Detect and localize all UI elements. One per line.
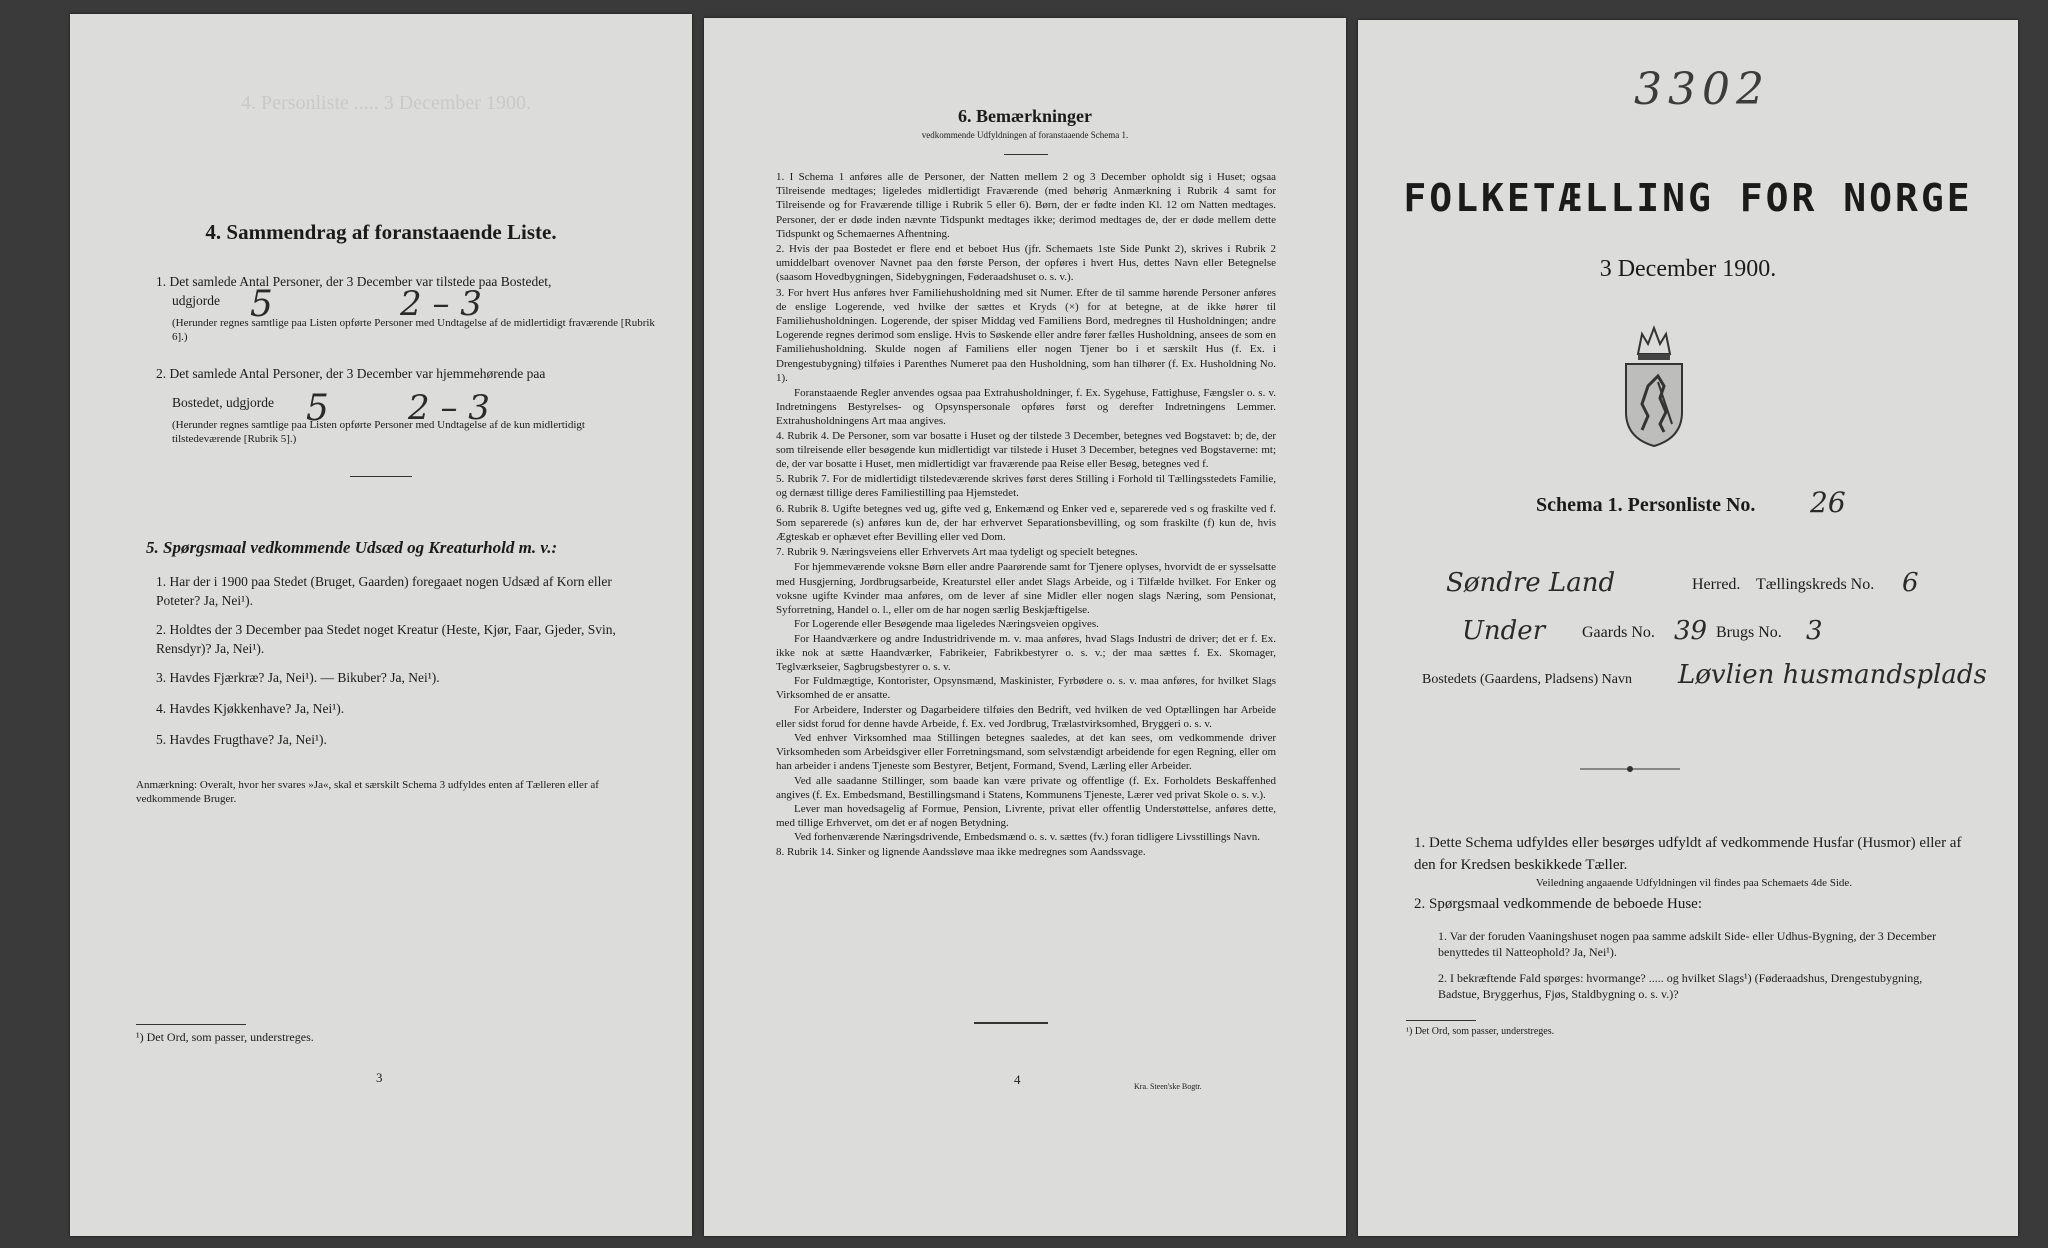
house-question-2: 2. I bekræftende Fald spørges: hvormange? ..... og hvilket Slags¹) (Føderaadshus, Drengestubygning, Badstue, Bryggerhus, Fjøs, Staldbygning o. s. v.)? xyxy=(1438,971,1923,1001)
printer-imprint: Kra. Steen'ske Bogtr. xyxy=(1134,1082,1202,1091)
note-3: 3. For hvert Hus anføres hver Familiehusholdning med sit Numer. Efter de til samme hørende Personer anføres de enslige Logerende, ved hvilke der sættes et Kryds (×) for at betegne, at de ikke hører til Familiehusholdningen. Logerende, der spiser Middag ved Familiens Bord, medregnes til Husholdningen; andre Logerende regnes derimod som enslige. Hvis to Søskende eller andre fører fælles Husholdning, ansees de som en Familiehusholdning. Skulde nogen af Familiens eller nogen Tjener bo i et særskilt Hus (f. Ex. i Drengestubygning) tilføies i Parenthes Numeret paa den Husholdning, som han tilhører (f. Ex. Husholdning No. 1). xyxy=(776,286,1276,384)
note-8: 8. Rubrik 14. Sinker og lignende Aandssløve maa ikke medregnes som Aandssvage. xyxy=(776,845,1146,858)
hw-split-present: 2 – 3 xyxy=(400,284,482,324)
kreds-label: Tællingskreds No. xyxy=(1756,576,1875,593)
note-7-g: Ved alle saadanne Stillinger, som baade kan være private og offentlige (f. Ex. Forholdets Beskaffenhed angives (f. Ex. Embedsmand, Bestillingsmand i Statens, Kommunens Tjeneste, Lærer ved privat Skole o. s. v.). xyxy=(776,774,1276,801)
hw-gaard-no: 39 xyxy=(1674,616,1708,646)
note-2: 2. Hvis der paa Bostedet er flere end et beboet Hus (jfr. Schemaets 1ste Side Punkt 2), skrives i Rubrik 2 umiddelbart ovenover Navnet paa den første Person, der opføres i hvert Hus, dettes Navn eller Betegnelse (saasom Hovedbygningen, Sidebygningen, Føderaadshuset o. s. v.). xyxy=(776,243,1276,284)
instruction-1-note: Veiledning angaaende Udfyldningen vil findes paa Schemaets 4de Side. xyxy=(1535,877,1853,889)
footnote: ¹) Det Ord, som passer, understreges. xyxy=(136,1030,314,1044)
item-2-text: 2. Det samlede Antal Personer, der 3 December var hjemmehørende paa xyxy=(156,366,546,381)
item-2-note: (Herunder regnes samtlige paa Listen opførte Personer med Undtagelse af de kun midlertidigt tilstedeværende [Rubrik 5].) xyxy=(172,419,585,445)
note-7-d: For Fuldmægtige, Kontorister, Opsynsmænd, Maskinister, Fyrbødere o. s. v. maa anføres, for hvilket Slags Virksomhed de er ansatte. xyxy=(776,675,1276,702)
schema-label: Schema 1. Personliste No. xyxy=(1536,494,1756,516)
note-7-i: Ved forhenværende Næringsdrivende, Embedsmænd o. s. v. sættes (fv.) foran tidligere Livsstillings Navn. xyxy=(794,831,1260,844)
item-1-text: 1. Det samlede Antal Personer, der 3 December var tilstede paa Bostedet, xyxy=(156,274,552,289)
question-3: 3. Havdes Fjærkræ? Ja, Nei¹). — Bikuber? Ja, Nei¹). xyxy=(156,670,440,685)
summary-item-2 xyxy=(156,364,656,446)
hw-bosted-name: Løvlien husmandsplads xyxy=(1678,660,1987,690)
page-number: 3 xyxy=(376,1070,383,1085)
page-4 xyxy=(704,18,1346,1236)
footnote: ¹) Det Ord, som passer, understreges. xyxy=(1406,1026,1555,1037)
note-7-f: Ved enhver Virksomhed maa Stillingen betegnes saaledes, at det kan sees, om vedkommende driver Virksomheden som Arbeidsgiver eller Forretningsmand, som selvstændigt arbeidende for egen Regning, eller om han arbeider i andens Tjeneste som Bestyrer, Betjent, Formand, Svend, Lærling eller Arbeider. xyxy=(776,731,1276,773)
bleed-through-header: 4. Personliste ..... 3 December 1900. xyxy=(241,92,531,114)
note-3-cont: Foranstaaende Regler anvendes ogsaa paa Extrahusholdninger, f. Ex. Sygehuse, Fattighuse, Fængsler o. s. v. Indretningens Bestyrelses- og Opsynspersonale opføres først og derefter Indretningens Lemmer. Extrahusholdningens Art maa angives. xyxy=(776,387,1276,428)
census-title: FOLKETÆLLING FOR NORGE xyxy=(1403,176,1973,220)
hw-kreds-no: 6 xyxy=(1902,568,1919,598)
note-7-c: For Haandværkere og andre Industridrivende m. v. maa anføres, hvad Slags Industri de driver; det er f. Ex. ikke nok at sætte Haandværker, Fabrikeier, Fabrikbestyrer o. s. v.; der maa sættes f. Ex. Skomager, Teglværkseier, Sagbrugsbestyrer o. s. v. xyxy=(776,632,1276,673)
note-6: 6. Rubrik 8. Ugifte betegnes ved ug, gifte ved g, Enkemænd og Enker ved e, separerede ved s og fraskilte ved f. Som separerede (s) anføres kun de, der har erhvervet Separationsbevilling, og som fraskilte (f) kun de, hvis Ægteskab er ophævet efter Bevilling eller ved Dom. xyxy=(776,502,1276,544)
question-5: 5. Havdes Frugthave? Ja, Nei¹). xyxy=(156,732,327,747)
end-rule xyxy=(974,1022,1048,1024)
hw-brugs-no: 3 xyxy=(1806,616,1823,646)
archive-number: 3302 xyxy=(1634,64,1770,115)
remark: Anmærkning: Overalt, hvor her svares »Ja«, skal et særskilt Schema 3 udfyldes enten af Tælleren eller af vedkommende Bruger. xyxy=(136,779,599,805)
note-7-b: For Logerende eller Besøgende maa ligeledes Næringsveien opgives. xyxy=(794,618,1099,631)
note-7-a: For hjemmeværende voksne Børn eller andre Paarørende samt for Tjenere oplyses, hvorvidt de er sysselsatte med Husgjerning, Jordbrugsarbeide, Kreaturstel eller andet Slags Arbeide, og i Tilfælde hvilket. For Enker og voksne ugifte Kvinder maa anføres, om de lever af sine Midler eller nogen slags Næring, som Pensionat, Syforretning, Handel o. l., eller om de har nogen særlig Beskjæftigelse. xyxy=(776,561,1276,617)
hw-herred: Søndre Land xyxy=(1446,568,1616,598)
page-3 xyxy=(70,14,692,1236)
title-rule xyxy=(1004,154,1048,155)
house-questions xyxy=(1438,928,1964,1002)
herred-label: Herred. xyxy=(1692,576,1741,593)
hw-person-list-no: 26 xyxy=(1810,486,1846,519)
instruction-1 xyxy=(1414,832,1974,890)
page-number: 4 xyxy=(1014,1072,1021,1087)
hw-total-resident: 5 xyxy=(306,388,329,429)
note-1: 1. I Schema 1 anføres alle de Personer, der Natten mellem 2 og 3 December opholdt sig i Huset; ogsaa Tilreisende medtages; ligeledes midlertidigt Fraværende (med behørig Anmærkning i Rubrik 4 samt for Tilreisende og for Fraværende tillige i Rubrik 5 eller 6). Børn, der er fødte inden Kl. 12 om Natten medtages. Personer, der er døde inden nævnte Tidspunkt medtages ikke; derimod medtages de, der er døde mellem dette Tidspunkt og Schemaernes Afhentning. xyxy=(776,171,1276,240)
gaard-label: Gaards No. xyxy=(1582,624,1655,641)
question-list xyxy=(156,572,656,749)
section-5-title: 5. Spørgsmaal vedkommende Udsæd og Kreaturhold m. v.: xyxy=(146,538,558,557)
item-2-label: Bostedet, udgjorde xyxy=(172,395,274,410)
brugs-label: Brugs No. xyxy=(1716,624,1782,641)
note-5: 5. Rubrik 7. For de midlertidigt tilstedeværende skrives først deres Stilling i Forhold til Tællingsstedets Familie, og dernæst tillige deres Familiestilling paa Hjemstedet. xyxy=(776,473,1276,500)
page-1 xyxy=(1358,20,2018,1236)
item-1-note: (Herunder regnes samtlige paa Listen opførte Personer med Undtagelse af de midlertidigt fraværende [Rubrik 6].) xyxy=(172,317,655,343)
note-7: 7. Rubrik 9. Næringsveiens eller Erhvervets Art maa tydeligt og specielt betegnes. xyxy=(776,546,1138,559)
footnote-rule xyxy=(1406,1020,1476,1021)
instruction-2: 2. Spørgsmaal vedkommende de beboede Huse: xyxy=(1414,896,1702,912)
question-4: 4. Havdes Kjøkkenhave? Ja, Nei¹). xyxy=(156,701,345,716)
remarks-subtitle: vedkommende Udfyldningen af foranstaaende Schema 1. xyxy=(921,130,1129,140)
remarks-title: 6. Bemærkninger xyxy=(958,106,1092,126)
note-7-h: Lever man hovedsagelig af Formue, Pension, Livrente, privat eller offentlig Understøttelse, anføres dette, med tillige Erhvervet, om det er af nogen Betydning. xyxy=(776,802,1276,830)
divider xyxy=(350,476,412,477)
hw-split-resident: 2 – 3 xyxy=(408,388,490,428)
coat-of-arms-icon xyxy=(1618,320,1690,450)
ornament-divider xyxy=(1580,762,1680,774)
note-7-e: For Arbeidere, Inderster og Dagarbeidere tilføies den Bedrift, ved hvilken de ved Optællingen har Arbeide eller sidst forud for denne havde Arbeide, f. Ex. ved Jordbrug, Trælastvirksomhed, Bryggeri o. s. v. xyxy=(776,703,1276,730)
house-question-1: 1. Var der foruden Vaaningshuset nogen paa samme adskilt Side- eller Udhus-Bygning, der 3 December benyttedes til Natteophold? Ja, Nei¹). xyxy=(1438,929,1937,959)
instruction-1-text: 1. Dette Schema udfyldes eller besørges udfyldt af vedkommende Husfar (Husmor) eller af den for Kredsen beskikkede Tæller. xyxy=(1414,835,1962,873)
question-2: 2. Holdtes der 3 December paa Stedet noget Kreatur (Heste, Kjør, Faar, Gjeder, Svin, Rensdyr)? Ja, Nei¹). xyxy=(156,622,616,656)
census-date: 3 December 1900. xyxy=(1599,256,1777,282)
footnote-rule xyxy=(136,1024,246,1025)
item-1-label: udgjorde xyxy=(172,293,220,308)
hw-gaard-name: Under xyxy=(1462,616,1546,646)
bosted-label: Bostedets (Gaardens, Pladsens) Navn xyxy=(1422,672,1632,687)
hw-total-present: 5 xyxy=(250,284,273,325)
section-4-title: 4. Sammendrag af foranstaaende Liste. xyxy=(205,220,557,244)
note-4: 4. Rubrik 4. De Personer, som var bosatte i Huset og der tilstede 3 December, betegnes ved Bogstavet: b; de, der som tilreisende eller besøgende kun midlertidigt var tilstede i Huset 3 December, betegnes ved Bogstaverne: mt; de, der var bosatte i Huset, men midlertidigt var fraværende paa Reise eller Besøg, betegnes ved f. xyxy=(776,429,1276,471)
question-1: 1. Har der i 1900 paa Stedet (Bruget, Gaarden) foregaaet nogen Udsæd af Korn eller Poteter? Ja, Nei¹). xyxy=(156,574,612,608)
remarks-list xyxy=(776,170,1276,860)
